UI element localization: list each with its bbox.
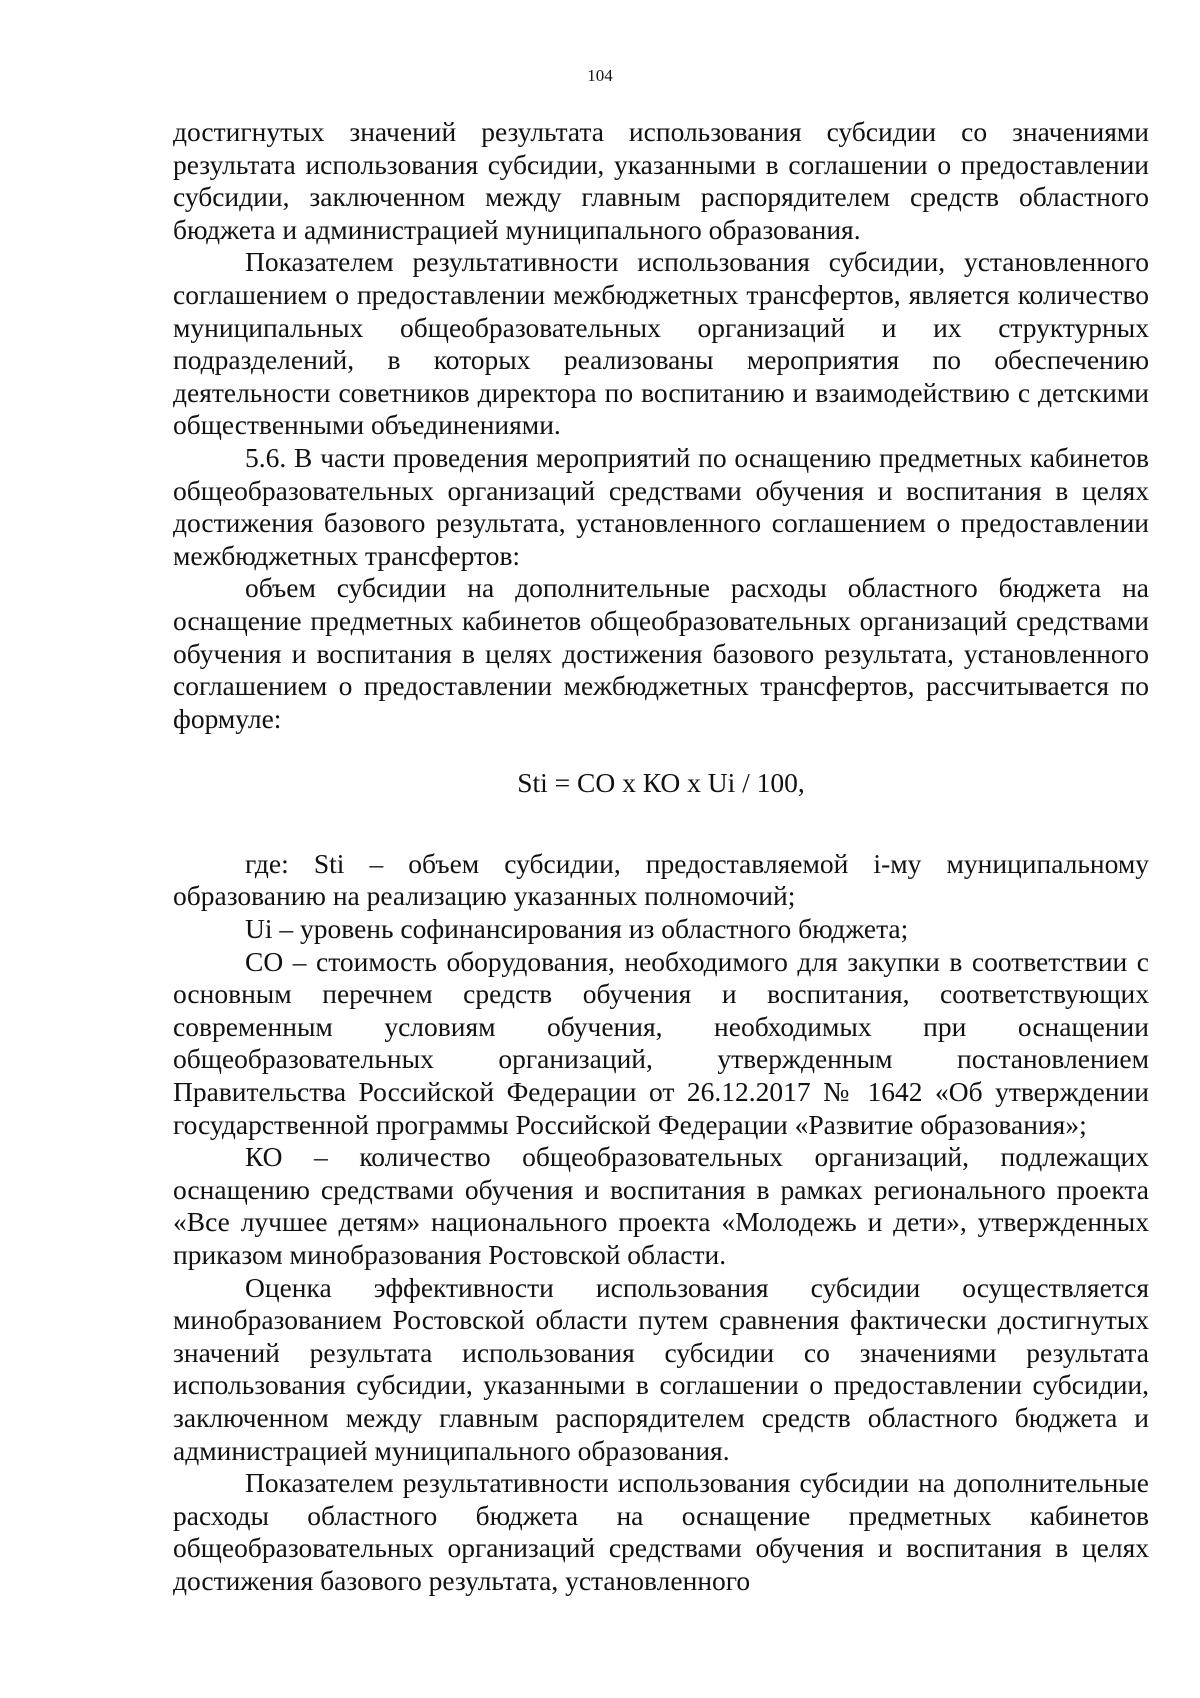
paragraph-continuation: достигнутых значений результата использования субсидии со значениями результата использования субсидии, указанными в соглашении о предоставлении субсидии, заключенном между главным распорядителем средств областного бюджета и администрацией муниципального образования. bbox=[173, 116, 1149, 245]
definition-ui: Ui – уровень софинансирования из областного бюджета; bbox=[245, 913, 909, 945]
paragraph-subsidy-volume: объем субсидии на дополнительные расходы областного бюджета на оснащение предметных кабинетов общеобразовательных организаций средствами обучения и воспитания в целях достижения базового результата, установленного соглашением о предоставлении межбюджетных трансфертов, рассчитывается по формуле: bbox=[173, 572, 1149, 734]
definition-sti: где: Sti – объем субсидии, предоставляемой i-му муниципальному образованию на реализацию указанных полномочий; bbox=[173, 847, 1149, 912]
paragraph-effectiveness-indicator: Показателем результативности использования субсидии, установленного соглашением о предоставлении межбюджетных трансфертов, является количество муниципальных общеобразовательных организаций и их структурных подразделений, в которых реализованы мероприятия по обеспечению деятельности советников директора по воспитанию и взаимодействию с детскими общественными объединениями. bbox=[173, 246, 1149, 441]
paragraph-indicator-continued: Показателем результативности использования субсидии на дополнительные расходы областного бюджета на оснащение предметных кабинетов общеобразовательных организаций средствами обучения и воспитания в целях достижения базового результата, установленного bbox=[173, 1467, 1149, 1596]
definition-ko: КО – количество общеобразовательных организаций, подлежащих оснащению средствами обучения и воспитания в рамках регионального проекта «Все лучшее детям» национального проекта «Молодежь и дети», утвержденных приказом минобразования Ростовской области. bbox=[173, 1141, 1149, 1270]
document-body bbox=[173, 116, 1149, 1598]
definition-co: СО – стоимость оборудования, необходимого для закупки в соответствии с основным перечнем средств обучения и воспитания, соответствующих современным условиям обучения, необходимых при оснащении общеобразовательных организаций, утвержденным постановлением Правительства Российской Федерации от 26.12.2017 № 1642 «Об утверждении государственной программы Российской Федерации «Развитие образования»; bbox=[173, 945, 1149, 1140]
formula: Sti = СО х КО х Ui / 100, bbox=[517, 767, 805, 799]
paragraph-section-5-6: 5.6. В части проведения мероприятий по оснащению предметных кабинетов общеобразовательных организаций средствами обучения и воспитания в целях достижения базового результата, установленного соглашением о предоставлении межбюджетных трансфертов: bbox=[173, 441, 1149, 571]
page-number: 104 bbox=[587, 66, 613, 85]
paragraph-evaluation: Оценка эффективности использования субсидии осуществляется минобразованием Ростовской области путем сравнения фактически достигнутых значений результата использования субсидии со значениями результата использования субсидии, указанными в соглашении о предоставлении субсидии, заключенном между главным распорядителем средств областного бюджета и администрацией муниципального образования. bbox=[173, 1271, 1149, 1466]
